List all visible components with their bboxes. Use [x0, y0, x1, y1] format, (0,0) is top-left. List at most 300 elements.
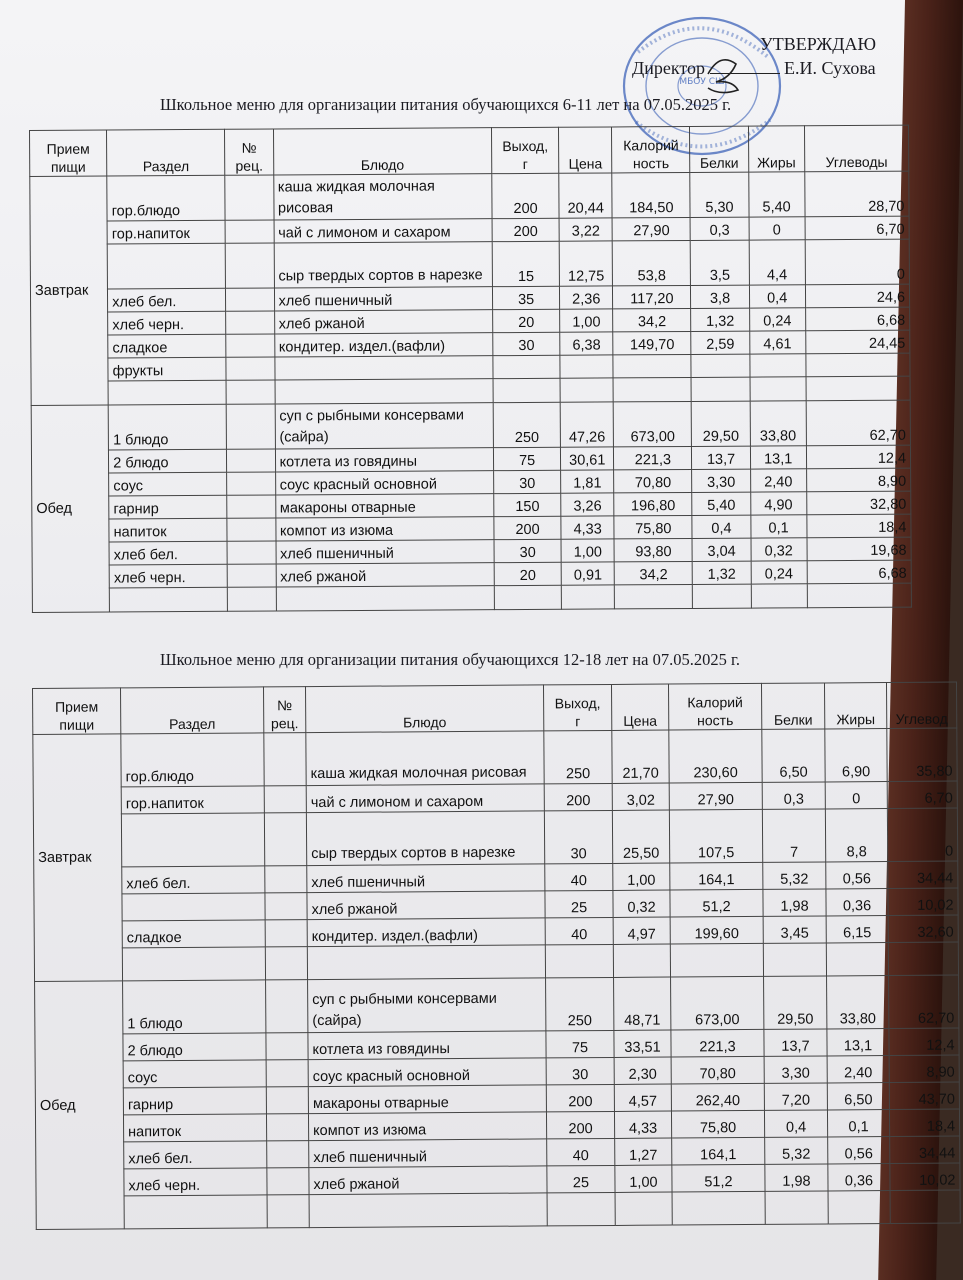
recipe-cell: [226, 311, 274, 334]
calories-cell: 93,80: [614, 538, 692, 561]
header-label: ность: [697, 712, 734, 729]
header-dish: [305, 685, 543, 733]
fat-cell: 0,32: [751, 538, 807, 561]
blank-cell: [807, 583, 911, 608]
calories-cell: 34,2: [614, 561, 692, 584]
calories-cell: 673,00: [613, 401, 691, 446]
header-label: Калорий: [687, 694, 743, 711]
blank-cell: [108, 380, 226, 405]
section-cell: напиток: [123, 1114, 266, 1142]
price-cell: 1,00: [613, 863, 670, 890]
calories-cell: 196,80: [614, 492, 692, 515]
table-row: [35, 975, 959, 1034]
protein-cell: 3,45: [763, 916, 826, 943]
fat-cell: 4,90: [750, 492, 806, 515]
carbs-cell: 18,4: [889, 1109, 959, 1136]
carbs-cell: 32,60: [888, 915, 958, 942]
dish-cell: сыр твердых сортов в нарезке: [306, 811, 544, 866]
calories-cell: 184,50: [612, 172, 690, 217]
carbs-cell: 34,44: [888, 861, 958, 888]
blank-cell: [750, 377, 806, 401]
director-name: Е.И. Сухова: [784, 58, 876, 78]
price-cell: 33,51: [614, 1030, 671, 1057]
header-yield: [492, 127, 559, 173]
director-label: Директор: [632, 58, 706, 78]
section-cell: 1 блюдо: [108, 404, 227, 450]
calories-cell: 70,80: [614, 469, 692, 492]
fat-cell: 8,8: [825, 809, 887, 862]
calories-cell: 164,1: [672, 1137, 765, 1165]
carbs-cell: 6,70: [887, 781, 957, 808]
header-meal: [33, 688, 121, 735]
carbs-cell: 18,4: [807, 514, 911, 538]
recipe-cell: [265, 920, 307, 947]
price-cell: 20,44: [559, 173, 612, 218]
table-row: [33, 808, 957, 867]
header-label: Калорий: [623, 137, 679, 154]
blank-cell: [691, 377, 749, 401]
header-calories: [668, 683, 761, 730]
carbs-cell: 8,90: [806, 468, 910, 492]
blank-cell: [615, 1192, 672, 1225]
protein-cell: 1,32: [691, 308, 749, 331]
recipe-cell: [227, 472, 275, 495]
header-recipe: [225, 129, 273, 175]
dish-cell: [274, 356, 493, 380]
fat-cell: 2,40: [750, 469, 806, 492]
protein-cell: 7,20: [764, 1083, 827, 1110]
menu1-table: [29, 125, 912, 613]
yield-cell: 30: [546, 1057, 614, 1084]
dish-cell: суп с рыбными консервами (сайра): [308, 978, 546, 1033]
price-cell: 4,33: [614, 1111, 671, 1138]
blank-cell: [275, 379, 494, 404]
section-cell: 2 блюдо: [123, 1033, 266, 1061]
carbs-cell: 28,70: [804, 171, 909, 217]
section-cell: [107, 243, 226, 289]
blank-cell: [265, 947, 307, 980]
table-row: [30, 239, 909, 289]
menu2-title: Школьное меню для организации питания обучающихся 12-18 лет на 07.05.2025 г.: [160, 650, 740, 669]
price-cell: 2,36: [560, 286, 613, 309]
carbs-cell: 12,4: [806, 445, 910, 469]
yield-cell: 20: [493, 309, 560, 332]
section-cell: [121, 813, 264, 867]
protein-cell: 0,3: [762, 782, 825, 809]
protein-cell: 5,30: [690, 172, 748, 217]
fat-cell: 4,4: [749, 240, 805, 285]
calories-cell: 262,40: [671, 1083, 764, 1111]
price-cell: 47,26: [560, 402, 613, 447]
price-cell: 4,33: [561, 516, 614, 539]
header-label: Раздел: [169, 715, 216, 733]
header-label: пищи: [50, 158, 86, 175]
calories-cell: 230,60: [669, 729, 762, 783]
fat-cell: 0,1: [827, 1110, 889, 1137]
blank-cell: [751, 584, 807, 608]
fat-cell: 4,61: [749, 331, 805, 354]
section-cell: хлеб черн.: [124, 1168, 267, 1196]
menu1-title: Школьное меню для организации питания обучающихся 6-11 лет на 07.05.2025 г.: [160, 95, 732, 114]
protein-cell: 3,30: [764, 1056, 827, 1083]
recipe-cell: [225, 220, 273, 243]
calories-cell: 51,2: [670, 889, 763, 917]
header-label: Углеводы: [825, 153, 888, 171]
calories-cell: [613, 354, 691, 377]
header-label: г: [522, 155, 528, 172]
price-cell: 0,91: [561, 562, 614, 585]
header-label: Углевод: [895, 710, 948, 727]
recipe-cell: [226, 243, 274, 288]
fat-cell: 6,50: [827, 1083, 889, 1110]
recipe-cell: [266, 1087, 308, 1114]
header-label: №: [241, 139, 257, 156]
blank-cell: [672, 1191, 765, 1225]
header-label: Раздел: [142, 158, 190, 175]
header-label: Жиры: [756, 154, 796, 171]
price-cell: 30,61: [561, 447, 614, 470]
blank-cell: [122, 947, 265, 981]
protein-cell: 1,32: [693, 561, 751, 584]
fat-cell: 33,80: [827, 976, 889, 1029]
calories-cell: 673,00: [671, 976, 764, 1030]
yield-cell: 250: [544, 730, 612, 783]
carbs-cell: 10,02: [890, 1163, 960, 1190]
blank-cell: [493, 378, 560, 402]
dish-cell: чай с лимоном и сахаром: [274, 219, 493, 243]
yield-cell: 200: [492, 173, 559, 218]
calories-cell: 107,5: [669, 809, 762, 863]
header-label: пищи: [59, 716, 95, 733]
header-carbs: [886, 682, 956, 728]
dish-cell: чай с лимоном и сахаром: [306, 784, 544, 813]
section-cell: гарнир: [123, 1087, 266, 1115]
carbs-cell: 34,44: [890, 1136, 960, 1163]
section-cell: [122, 893, 265, 921]
protein-cell: 3,04: [692, 538, 750, 561]
recipe-cell: [265, 866, 307, 893]
fat-cell: 6,15: [826, 916, 888, 943]
calories-cell: 53,8: [612, 240, 690, 285]
header-row: [33, 682, 957, 734]
recipe-cell: [264, 813, 306, 866]
blank-cell: [494, 585, 561, 609]
dish-cell: макароны отварные: [308, 1085, 546, 1114]
price-cell: 2,30: [614, 1057, 671, 1084]
recipe-cell: [227, 541, 275, 564]
header-label: Жиры: [836, 711, 876, 728]
yield-cell: 30: [544, 810, 612, 863]
yield-cell: 15: [492, 241, 559, 286]
yield-cell: 200: [494, 516, 561, 539]
yield-cell: 40: [547, 1138, 615, 1165]
fat-cell: 0,36: [828, 1164, 890, 1191]
section-cell: гор.блюдо: [121, 733, 264, 787]
recipe-cell: [267, 1141, 309, 1168]
dish-cell: хлеб пшеничный: [307, 864, 545, 893]
blank-cell: [826, 943, 888, 976]
menu2-table: [32, 682, 961, 1230]
recipe-cell: [226, 334, 274, 357]
section-cell: сладкое: [108, 334, 226, 358]
recipe-cell: [266, 1114, 308, 1141]
blank-row: [32, 583, 911, 612]
calories-cell: 149,70: [613, 331, 691, 354]
blank-cell: [806, 376, 910, 401]
calories-cell: 199,60: [670, 916, 763, 944]
blank-cell: [560, 378, 613, 402]
yield-cell: 20: [494, 562, 561, 585]
blank-cell: [307, 945, 545, 980]
dish-cell: котлета из говядины: [308, 1031, 546, 1060]
meal-cell: Обед: [31, 405, 109, 612]
header-fat: [824, 683, 886, 729]
blank-cell: [888, 942, 958, 975]
fat-cell: 0,24: [749, 308, 805, 331]
fat-cell: 0: [825, 782, 887, 809]
protein-cell: 0,3: [690, 217, 748, 240]
price-cell: 3,02: [612, 783, 669, 810]
price-cell: 1,00: [561, 539, 614, 562]
section-cell: хлеб бел.: [108, 288, 226, 312]
price-cell: 1,00: [615, 1165, 672, 1192]
blank-cell: [545, 944, 613, 977]
section-cell: сладкое: [122, 920, 265, 948]
calories-cell: 117,20: [613, 285, 691, 308]
header-fat: [748, 126, 804, 172]
blank-cell: [613, 377, 691, 401]
section-cell: 2 блюдо: [109, 449, 227, 473]
yield-cell: 25: [547, 1165, 615, 1192]
blank-cell: [670, 943, 763, 977]
dish-cell: каша жидкая молочная рисовая: [306, 731, 544, 786]
calories-cell: 75,80: [614, 515, 692, 538]
recipe-cell: [266, 1033, 308, 1060]
header-label: Белки: [773, 711, 813, 728]
protein-cell: 3,30: [692, 469, 750, 492]
header-dish: [273, 128, 492, 175]
recipe-cell: [265, 893, 307, 920]
carbs-cell: 24,45: [805, 330, 909, 354]
section-cell: гор.блюдо: [107, 175, 226, 221]
blank-cell: [228, 587, 276, 611]
protein-cell: [691, 354, 749, 377]
header-row: [30, 125, 909, 176]
carbs-cell: [806, 353, 910, 377]
calories-cell: 221,3: [614, 446, 692, 469]
fat-cell: 0,56: [826, 862, 888, 889]
yield-cell: 75: [546, 1030, 614, 1057]
price-cell: 25,50: [612, 810, 669, 863]
price-cell: 4,97: [613, 917, 670, 944]
blank-cell: [890, 1190, 960, 1223]
yield-cell: 30: [493, 332, 560, 355]
dish-cell: кондитер. издел.(вафли): [274, 333, 493, 357]
blank-cell: [226, 380, 274, 404]
price-cell: 1,27: [615, 1138, 672, 1165]
calories-cell: 27,90: [612, 217, 690, 240]
blank-cell: [561, 585, 614, 609]
dish-cell: суп с рыбными консервами (сайра): [275, 403, 494, 449]
dish-cell: хлеб ржаной: [276, 563, 495, 587]
fat-cell: 0,56: [828, 1137, 890, 1164]
dish-cell: соус красный основной: [308, 1058, 546, 1087]
header-label: рец.: [270, 715, 299, 732]
recipe-cell: [227, 495, 275, 518]
section-cell: соус: [123, 1060, 266, 1088]
blank-cell: [547, 1192, 615, 1225]
blank-cell: [763, 943, 826, 976]
section-cell: хлеб бел.: [109, 541, 227, 565]
dish-cell: хлеб ржаной: [309, 1166, 547, 1195]
yield-cell: 35: [492, 286, 559, 309]
calories-cell: 34,2: [613, 308, 691, 331]
dish-cell: хлеб ржаной: [274, 310, 493, 334]
meal-cell: Завтрак: [30, 176, 109, 405]
price-cell: [560, 355, 613, 378]
blank-cell: [267, 1195, 309, 1228]
protein-cell: 2,59: [691, 331, 749, 354]
header-section: [121, 687, 264, 734]
calories-cell: 221,3: [671, 1029, 764, 1057]
fat-cell: 0: [749, 217, 805, 240]
header-label: Выход,: [554, 695, 601, 712]
blank-cell: [693, 584, 751, 608]
meal-cell: Обед: [35, 981, 125, 1230]
dish-cell: каша жидкая молочная рисовая: [273, 174, 492, 220]
price-cell: 0,32: [613, 890, 670, 917]
price-cell: 6,38: [560, 332, 613, 355]
yield-cell: [493, 355, 560, 378]
dish-cell: котлета из говядины: [275, 448, 494, 472]
fat-cell: 13,1: [750, 446, 806, 469]
carbs-cell: 19,68: [807, 537, 911, 561]
carbs-cell: 62,70: [889, 975, 959, 1028]
dish-cell: хлеб пшеничный: [276, 540, 495, 564]
fat-cell: 0,1: [750, 515, 806, 538]
header-label: №: [277, 697, 293, 714]
header-calories: [612, 126, 690, 172]
price-cell: 1,00: [560, 309, 613, 332]
calories-cell: 75,80: [671, 1110, 764, 1138]
protein-cell: 5,32: [763, 862, 826, 889]
fat-cell: 13,1: [827, 1029, 889, 1056]
price-cell: 12,75: [559, 241, 612, 286]
section-cell: гор.напиток: [107, 220, 225, 244]
recipe-cell: [266, 980, 308, 1033]
header-protein: [690, 126, 748, 172]
header-label: Блюдо: [403, 714, 447, 731]
header-carbs: [804, 125, 909, 172]
carbs-cell: 0: [887, 808, 957, 861]
fat-cell: 0,36: [826, 889, 888, 916]
section-cell: напиток: [109, 518, 227, 542]
carbs-cell: 6,70: [805, 216, 909, 240]
header-meal: [30, 130, 107, 176]
section-cell: хлеб бел.: [124, 1141, 267, 1169]
signature-line: [710, 59, 780, 74]
carbs-cell: 0: [805, 239, 910, 285]
table-row: [30, 171, 909, 221]
fat-cell: 2,40: [827, 1056, 889, 1083]
table-row: [31, 400, 910, 450]
fat-cell: 33,80: [750, 401, 806, 446]
recipe-cell: [264, 733, 306, 786]
header-label: Белки: [699, 154, 739, 171]
price-cell: 3,26: [561, 493, 614, 516]
yield-cell: 200: [492, 218, 559, 241]
fat-cell: 5,40: [748, 172, 804, 217]
recipe-cell: [266, 1060, 308, 1087]
carbs-cell: 12,4: [889, 1028, 959, 1055]
section-cell: хлеб черн.: [109, 564, 227, 588]
recipe-cell: [226, 288, 274, 311]
blank-cell: [276, 586, 495, 611]
protein-cell: 3,5: [691, 240, 749, 285]
recipe-cell: [227, 404, 275, 449]
calories-cell: 51,2: [672, 1164, 765, 1192]
header-label: Прием: [55, 698, 99, 715]
carbs-cell: 6,68: [807, 560, 911, 584]
header-label: Цена: [623, 712, 658, 729]
protein-cell: 3,8: [691, 285, 749, 308]
carbs-cell: 24,6: [805, 284, 909, 308]
header-price: [611, 684, 668, 730]
blank-cell: [615, 584, 693, 608]
header-label: рец.: [235, 157, 264, 174]
header-label: Цена: [568, 155, 603, 172]
blank-cell: [765, 1191, 828, 1224]
calories-cell: 164,1: [670, 862, 763, 890]
header-yield: [543, 684, 611, 730]
dish-cell: соус красный основной: [275, 471, 494, 495]
protein-cell: 5,32: [765, 1137, 828, 1164]
fat-cell: [749, 354, 805, 377]
blank-cell: [109, 587, 227, 612]
yield-cell: 25: [545, 890, 613, 917]
dish-cell: сыр твердых сортов в нарезке: [274, 242, 493, 288]
section-cell: фрукты: [108, 357, 226, 381]
yield-cell: 150: [494, 493, 561, 516]
protein-cell: 29,50: [764, 976, 827, 1029]
blank-row: [36, 1190, 960, 1229]
fat-cell: 0,24: [751, 561, 807, 584]
section-cell: 1 блюдо: [123, 980, 266, 1034]
section-cell: гарнир: [109, 495, 227, 519]
carbs-cell: 35,80: [887, 728, 957, 781]
protein-cell: 29,50: [692, 401, 750, 446]
protein-cell: 0,4: [692, 515, 750, 538]
yield-cell: 200: [544, 783, 612, 810]
protein-cell: 1,98: [763, 889, 826, 916]
dish-cell: хлеб пшеничный: [274, 287, 493, 311]
price-cell: 4,57: [614, 1084, 671, 1111]
recipe-cell: [228, 564, 276, 587]
yield-cell: 250: [493, 402, 560, 447]
table-row: [33, 728, 957, 787]
meal-cell: Завтрак: [33, 734, 123, 982]
recipe-cell: [264, 786, 306, 813]
protein-cell: 7: [762, 809, 825, 862]
header-protein: [761, 683, 824, 729]
blank-cell: [613, 944, 670, 977]
recipe-cell: [227, 449, 275, 472]
header-recipe: [263, 687, 305, 733]
header-label: Блюдо: [360, 156, 405, 173]
header-label: Выход,: [502, 137, 549, 155]
header-label: ность: [632, 155, 670, 172]
carbs-cell: 32,80: [806, 491, 910, 515]
